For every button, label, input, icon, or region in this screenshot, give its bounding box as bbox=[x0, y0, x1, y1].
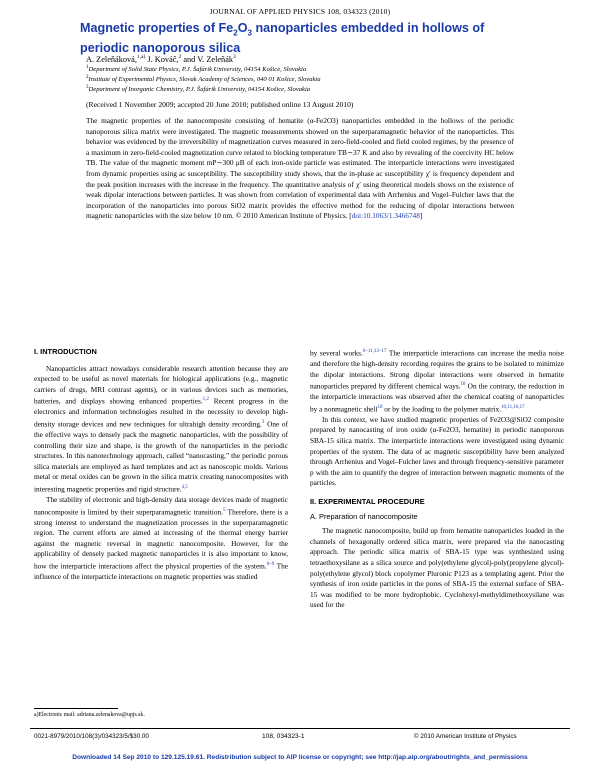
footnote-divider bbox=[34, 708, 118, 709]
right-paragraph-2: In this context, we have studied magnetic properties of Fe2O3@SiO2 composite prepared by nanocasting of iron oxide (α-Fe2O3, hematite) in periodic nanoporous SBA-15 silica matrix. The interparticle interactions were investigated using dynamic properties of the system. The data of ac magnetic susceptibility have been analyzed through Arrhenius and Vogel–Fulcher laws and through frequency-sensitive parameter p with the aim to quantify the degree of interaction between magnetic moments of the particles. bbox=[310, 414, 564, 488]
download-notice[interactable]: Downloaded 14 Sep 2010 to 129.125.19.61. Redistribution subject to AIP license or copyright; see http://jap.aip.org/about/rights_and_permissions bbox=[72, 754, 528, 761]
subsection-heading-preparation: A. Preparation of nanocomposite bbox=[310, 511, 418, 521]
citation[interactable]: 3 bbox=[261, 419, 265, 425]
affiliation-1: $^1$Department of Solid State Physics, P.J. Šafárik University, 04154 Košice, Slovakia bbox=[86, 65, 307, 74]
citation[interactable]: 18 bbox=[377, 404, 383, 410]
footer-divider bbox=[30, 728, 570, 729]
section-heading-introduction: I. INTRODUCTION bbox=[34, 347, 97, 356]
journal-header: JOURNAL OF APPLIED PHYSICS 108, 034323 (2010) bbox=[209, 7, 391, 16]
citation[interactable]: 6–11,13–17 bbox=[362, 349, 387, 354]
footer-code: 0021-8979/2010/108(3)/034323/5/$30.00 bbox=[34, 733, 149, 740]
intro-paragraph-2: The stability of electronic and high-density data storage devices made of magnetic nanocomposite is limited by their superparamagnetic transition.$^5$ Therefore, there is a strong interest to understand the magnetization processes in the superparamagnetic region. The current efforts are aimed at increasing of the thermal energy barrier against the magnetic reversal in magnetic nanocomposite. However, for the applicability of densely packed magnetic nanoparticles it is also important to know, how the interparticle interactions affect the physical properties of the system.$^{6-9}$ The influence of the interparticle interactions on magnetic properties was studied bbox=[34, 494, 288, 581]
paper-title: Magnetic properties of $Fe_2O_3$ nanoparticles embedded in hollows of periodic nanoporous silica bbox=[80, 21, 485, 55]
footer-page: 108, 034323-1 bbox=[262, 733, 305, 740]
citation[interactable]: 1,2 bbox=[202, 397, 209, 403]
right-paragraph-1: by several works.$^{6-11,13-17}$ The interparticle interactions can increase the media noise and therefore the high-density recording requires the grains to be isolated to minimize the dipolar interactions. Strong dipolar interactions were observed in hematite nanoparticles prepared by different chemical ways.$^{18}$ On the contrary, the reduction in the interparticle interactions was observed after the chemical coating of nanoparticles by a nonmagnetic shell$^{18}$ or by the loading to the polymer matrix.$^{10,11,16,17}$ bbox=[310, 348, 564, 414]
citation[interactable]: 4,5 bbox=[181, 484, 188, 490]
footnote-email: a)Electronic mail: adriana.zelenakova@upjs.sk. bbox=[34, 712, 145, 718]
citation[interactable]: 10,11,16,17 bbox=[501, 404, 525, 410]
citation[interactable]: 6–9 bbox=[266, 561, 275, 567]
affiliation-2: $^2$Institute of Experimental Physics, Slovak Academy of Sciences, 040 01 Košice, Slovakia bbox=[86, 75, 321, 84]
citation[interactable]: 5 bbox=[222, 507, 226, 513]
section-heading-experimental: II. EXPERIMENTAL PROCEDURE bbox=[310, 496, 425, 506]
abstract: The magnetic properties of the nanocomposite consisting of hematite (α-Fe2O3) nanoparticles embedded in the hollows of the periodic nanoporous silica matrix were investigated. The magnetic measurements showed on the superparamagnetic behavior of the nanoparticles. This behavior was evidenced by the irreversibility of magnetization curves measured in zero-field-cooled and field cooled regimes, by the presence of a maximum in zero-field-cooled magnetization curve related to blocking temperature TB∼37 K and also by revealing of the coercivity HC below TB. The value of the magnetic moment mP∼300 μB of each iron-oxide particle was estimated. The interparticle interactions were investigated from dynamic properties using ac susceptibility. The susceptibility study shows, that the in-phase ac susceptibility χ′ is frequency dependent and the peak position increases with the increase in the frequency. The quantitative analysis of χ′ using theoretical models shows on the existence of weak dipolar interactions between particles. It was shown from correlation of experimental data with Arrhenius and Vogel–Fulcher laws that the incorporation of the nanoparticles into porous SiO2 matrix provides the effective method for the reducing of dipolar interactions between magnetic nanoparticles with the size below 10 nm. © 2010 American Institute of Physics. [doi:10.1063/1.3466748] bbox=[86, 116, 514, 221]
affiliation-3: $^3$Department of Inorganic Chemistry, P.J. Šafárik University, 04154 Košice, Slovakia bbox=[86, 85, 311, 94]
intro-paragraph-1: Nanoparticles attract nowadays considerable research attention because they are expected to be useful as novel materials for biological applications (e.g., magnetic carriers of drugs, MRI contrast agents), or in various devices such as memories, batteries, and displays showing enhanced properties.$^{1,2}$ Recent progress in the electronics and information technologies resulted in the necessity to develop high-density storage devices and new techniques for ultrahigh density recording.$^3$ One of the effective ways to densely pack the magnetic nanoparticles, with the possibility of controlling their size and shape, is the growth of the nanoparticles in the periodic structures. In this nanotechnology approach, called “nanocasting,” the periodic porous silica materials are employed as hard templates and act as nanoscopic molds. Various metal or metal oxides can be grown in the silica matrix creating nanocomposites with interesting magnetic properties and rigid structure.$^{4,5}$ bbox=[34, 363, 288, 494]
footer-copyright: © 2010 American Institute of Physics bbox=[414, 733, 517, 740]
right-column bbox=[310, 347, 564, 611]
received-dates: (Received 1 November 2009; accepted 20 June 2010; published online 13 August 2010) bbox=[86, 100, 354, 109]
left-column bbox=[34, 347, 288, 583]
preparation-paragraph: The magnetic nanocomposite, build up from hematite nanoparticles loaded in the channels of hexagonally ordered silica matrix, were prepared via the nanocasting approach. The periodic silica matrix of SBA-15 type was synthesized using tetraethoxysilane as a silica source and poly(ethylene glycol)-poly(propylene glycol)-poly(ethylene glycol) block copolymer Pluronic P123 as a templating agent. Prior the synthesis of iron oxide particles in the pores of SBA-15 the external surface of SBA-15 was modified to be more hydrophobic. Cyclohexyl-methyldimethoxysilane was used for the bbox=[310, 526, 564, 610]
author-list: A. Zeleňáková,$^{1,a)}$ J. Kováč,$^2$ and V. Zeleňák$^3$ bbox=[86, 54, 236, 64]
citation[interactable]: 18 bbox=[460, 382, 466, 388]
doi-link[interactable]: doi:10.1063/1.3466748 bbox=[351, 211, 420, 221]
